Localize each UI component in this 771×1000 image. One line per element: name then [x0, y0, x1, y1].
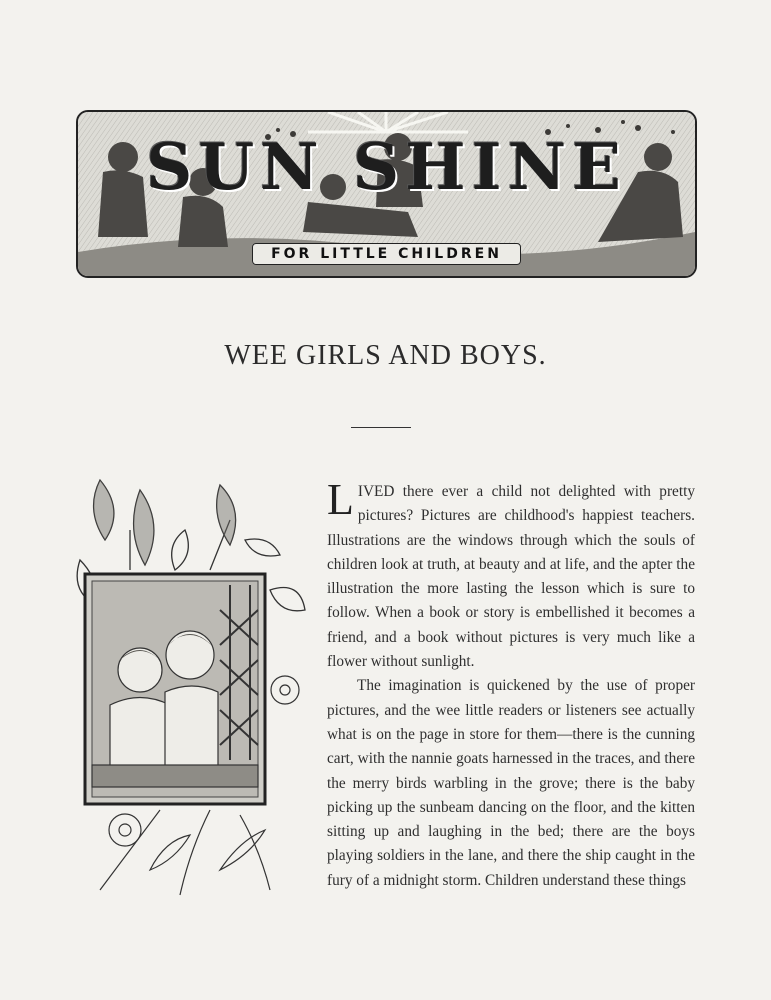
paragraph-2: The imagination is quickened by the use of proper pictures, and the wee little readers or listeners see actually what is on the page in store for them—there is the cunning cart, with the nannie goats harnessed in the traces, and there the merry birds warbling in the grove; there is the baby picking up the sunbeam dancing on the floor, and the kitten sitting up and laughing in the bed; there are the boys playing soldiers in the lane, and there the ship caught in the fury of a midnight storm. Children understand these things — [327, 677, 695, 889]
article-body — [327, 475, 695, 893]
banner-ribbon — [78, 246, 695, 262]
banner-title: SUN SHINE — [146, 130, 627, 205]
header-banner — [76, 110, 697, 278]
title-divider — [351, 427, 411, 428]
drop-cap: L — [327, 475, 354, 524]
paragraph-1 — [327, 475, 695, 674]
illustration-engraving — [70, 470, 310, 900]
banner-ribbon-text: FOR LITTLE CHILDREN — [252, 243, 521, 265]
page-title: WEE GIRLS AND BOYS. — [224, 340, 547, 371]
paragraph-1-text: IVED there ever a child not delighted with pretty pictures? Pictures are childhood's happiest teachers. Illustrations are the windows through which the souls of children look at truth, at beauty and at life, and the apter the illustration the more lasting the lesson which is sure to follow. When a book or story is embellished it becomes a friend, and a book without pictures is very much like a flower without sunlight. — [327, 483, 695, 671]
children-illustration — [70, 470, 310, 900]
